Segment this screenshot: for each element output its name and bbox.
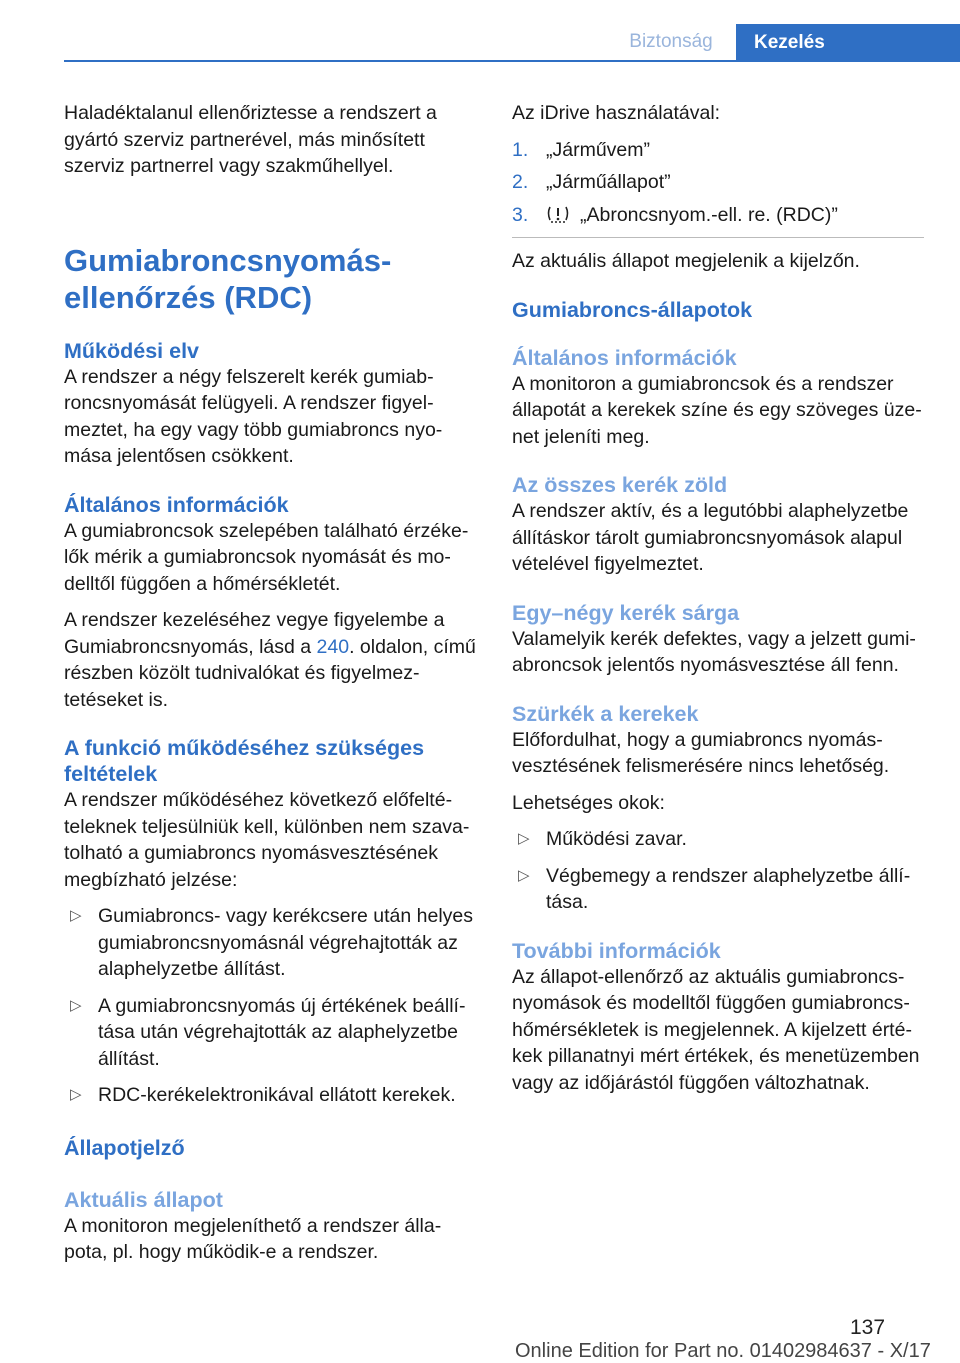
causes-list [512,826,924,916]
grey-text: Előfordulhat, hogy a gumiabroncs nyomásvesztésének felismerésére nincs lehetőség. [512,728,890,777]
section-title: Gumiabroncsnyomás-ellenőrzés (RDC) [64,242,392,315]
step-item: 2. „Járműállapot” [512,171,671,193]
tab-kezeles[interactable]: Kezelés [736,24,960,62]
altalanos-text-2: A rendszer kezeléséhez vegye figyelembe a Gumiabroncsnyomás, lásd a 240. oldalon, című részben közölt tudnivalókat és figyelmeztetéseket is. [64,609,476,711]
step-item: 3. „Abroncsnyom.-ell. re. (RDC)” [512,203,838,226]
causes-label: Lehetséges okok: [512,791,665,814]
intro-paragraph: Haladéktalanul ellenőriztesse a rendszert a gyártó szerviz partnerével, más minősített szerviz partnerrel vagy szakműhellyel. [64,102,437,177]
list-item: ▷ Végbemegy a rendszer alaphelyzetbe állítása. [512,863,924,916]
yellow-text: Valamelyik kerék defektes, vagy a jelzett gumiabroncsok jelentős nyomásvesztése áll fenn. [512,627,916,676]
heading-sarga: Egy–négy kerék sárga [512,600,740,625]
list-item: ▷ Működési zavar. [512,826,924,853]
left-column [64,100,476,1266]
idrive-steps [512,137,924,229]
general-text: A monitoron a gumiabroncsok és a rendszer állapotát a kerekek színe és egy szöveges üzenet jeleníti meg. [512,372,922,448]
right-column [512,100,924,1096]
heading-altalanos-informaciok-right: Általános információk [512,345,737,370]
aktualis-allapot-text: A monitoron megjeleníthető a rendszer állapota, pl. hogy működik-e a rendszer. [64,1214,442,1263]
page-link-240[interactable]: 240 [316,635,350,658]
list-item: ▷ Gumiabroncs- vagy kerékcsere után helyes gumiabroncsnyomásnál végrehajtották az alaphelyzetbe állítást. [64,903,476,983]
step-item: 1. „Járművem” [512,138,651,161]
display-text: Az aktuális állapot megjelenik a kijelzőn. [512,250,860,272]
altalanos-text: A gumiabroncsok szelepében található érzékelők mérik a gumiabroncsok nyomását és modelltől függően a hőmérsékletét. [64,519,469,595]
heading-aktualis-allapot: Aktuális állapot [64,1187,223,1212]
feltetelek-text: A rendszer működéséhez következő előfeltételeknek teljesülniük kell, különben nem szavatolható a gumiabroncs nyomásvesztésének megbízható jelzése: [64,789,470,891]
mukodesi-elv-text: A rendszer a négy felszerelt kerék gumiabroncsnyomását felügyeli. A rendszer figyelmeztet, ha egy vagy több gumiabroncs nyomása jelentősen csökkent. [64,365,443,467]
list-item: ▷ A gumiabroncsnyomás új értékének beállítása után végrehajtották az alaphelyzetbe állítást. [64,993,476,1073]
divider [512,237,924,238]
heading-feltetelek: A funkció működéséhez szükséges feltételek [64,736,425,786]
idrive-intro: Az iDrive használatával: [512,102,721,124]
list-item: ▷ RDC-kerékelektronikával ellátott kerekek. [64,1082,476,1109]
heading-szurke: Szürkék a kerekek [512,701,699,726]
page-number: 137 [850,1316,886,1339]
more-text: Az állapot-ellenőrző az aktuális gumiabroncsnyomások és modelltől függően gumiabroncshőmérsékletek is megjelennek. A kijelzett értékek pillanatnyi mért értékek, és menetüzemben vagy az időjárástól függően változhatnak. [512,965,920,1094]
heading-tovabbi-informaciok: További információk [512,938,721,963]
heading-altalanos-informaciok: Általános információk [64,492,289,517]
feltetelek-list [64,903,476,1109]
footer-edition: Online Edition for Part no. 01402984637 - X/17 [515,1340,931,1362]
green-text: A rendszer aktív, és a legutóbbi alaphelyzetbe állításkor tárolt gumiabroncsnyomások alapul vételével figyelmeztet. [512,500,909,575]
tire-pressure-icon [546,204,570,224]
heading-allapotjelzo: Állapotjelző [64,1135,185,1160]
heading-mukodesi-elv: Működési elv [64,338,200,363]
tab-biztonsag[interactable]: Biztonság [629,31,713,52]
heading-zold: Az összes kerék zöld [512,473,728,497]
heading-gumiabroncs-allapotok: Gumiabroncs-állapotok [512,297,753,322]
